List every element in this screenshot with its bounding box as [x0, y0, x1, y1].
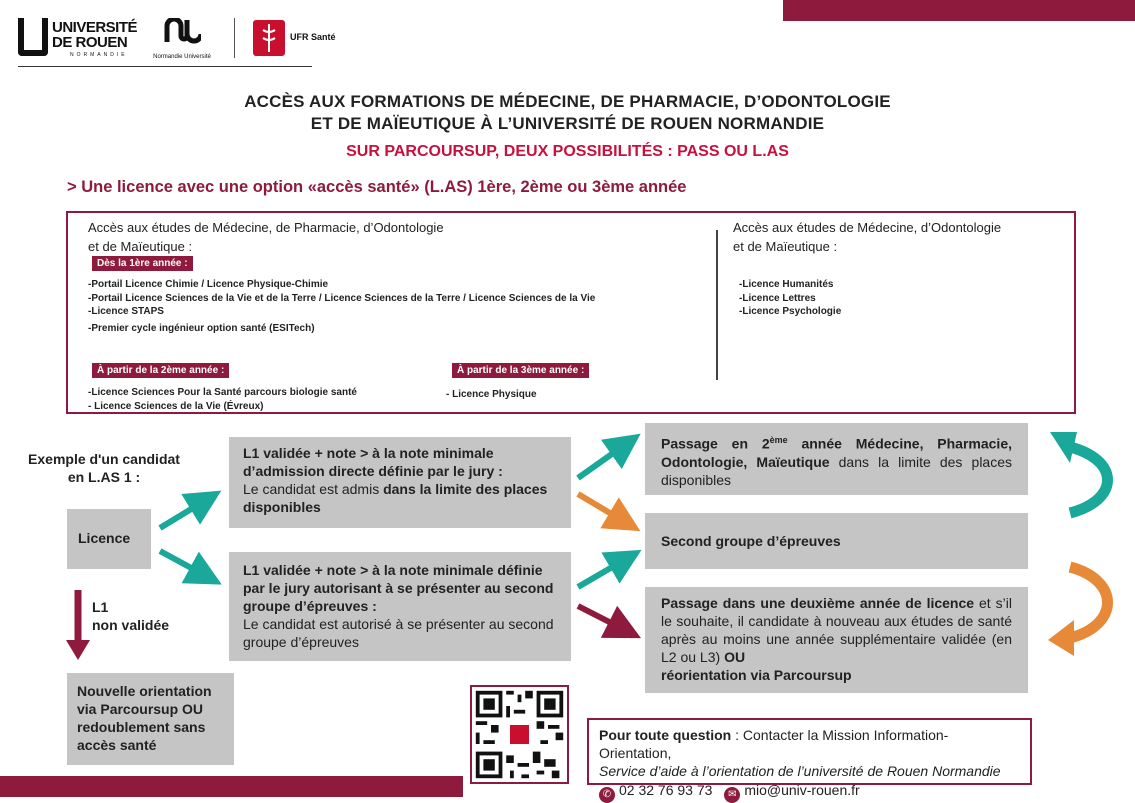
arrow-to-direct — [160, 500, 206, 528]
arrow-to-second — [160, 551, 206, 576]
curved-arrow-orange — [1070, 567, 1108, 638]
email-icon: ✉ — [724, 787, 740, 803]
subtitle: SUR PARCOURSUP, DEUX POSSIBILITÉS : PASS OU L.AS — [346, 143, 789, 160]
ufr-sante-label: UFR Santé — [290, 32, 336, 42]
arrow-orange-to-second-groupe — [578, 494, 625, 522]
contact-label: Pour toute question — [599, 727, 732, 743]
university-logo: UNIVERSITÉ DE ROUEN NORMANDIE — [18, 18, 133, 58]
qr-code[interactable] — [470, 685, 569, 784]
contact-box: Pour toute question : Contacter la Mission Information-Orientation, Service d’aide à l’orientation de l’université de Rouen Normandie ✆ 02 32 76 93 73 ✉ mio@univ-rouen.fr — [587, 718, 1032, 785]
contact-phone[interactable]: 02 32 76 93 73 — [619, 782, 713, 798]
deuxieme-annee-licence-box: Passage dans une deuxième année de licence et s’il le souhaite, il candidate à nouveau aux études de santé après au moins une année supplémentaire validée (en L2 ou L3) OU réorientation via Parcoursup — [645, 587, 1028, 693]
arrow-to-passage — [578, 444, 626, 478]
licence-box: Licence — [67, 509, 151, 569]
arrow-down-head — [66, 640, 90, 660]
las-heading: > Une licence avec une option «accès santé» (L.AS) 1ère, 2ème ou 3ème année — [67, 178, 687, 196]
left-block-heading: Accès aux études de Médecine, de Pharmacie, d’Odontologie et de Maïeutique : — [88, 220, 444, 254]
title-line-1: ACCÈS AUX FORMATIONS DE MÉDECINE, DE PHARMACIE, D’ODONTOLOGIE — [244, 92, 891, 111]
contact-email[interactable]: mio@univ-rouen.fr — [744, 782, 860, 798]
right-block-heading: Accès aux études de Médecine, d’Odontologie et de Maïeutique : — [733, 220, 1002, 254]
tag-year2: À partir de la 2ème année : — [92, 363, 229, 378]
contact-service: Service d’aide à l’orientation de l’université de Rouen Normandie — [599, 763, 1001, 779]
curved-arrow-teal — [1070, 447, 1108, 513]
curved-arrow-teal-head — [1050, 432, 1077, 463]
second-groupe-eligibility-box: L1 validée + note > à la note minimale définie par le jury autorisant à se présenter au second groupe d’épreuves : Le candidat est autorisé à se présenter au second groupe d’épreuves — [229, 552, 571, 661]
nouvelle-orientation-box: Nouvelle orientation via Parcoursup OU redoublement sans accès santé — [67, 673, 234, 765]
year2-list: -Licence Sciences Pour la Santé parcours biologie santé - Licence Sciences de la Vie (Évreux) — [88, 387, 357, 412]
right-block-list: -Licence Humanités -Licence Lettres -Licence Psychologie — [739, 279, 842, 317]
second-groupe-box: Second groupe d’épreuves — [645, 513, 1028, 569]
example-label: Exemple d'un candidat en L.AS 1 : — [28, 451, 180, 485]
curved-arrow-orange-head — [1048, 620, 1074, 656]
admission-directe-box: L1 validée + note > à la note minimale d’admission directe définie par le jury : Le candidat est admis dans la limite des places disponibles — [229, 437, 571, 528]
arrow-to-second-groupe — [578, 559, 626, 587]
arrow-to-deuxieme-annee — [578, 606, 625, 630]
normandie-universite-logo: Normandie Université — [147, 18, 217, 60]
phone-icon: ✆ — [599, 787, 615, 803]
year3-list: - Licence Physique — [446, 389, 537, 400]
l1-non-validee-label: L1 non validée — [92, 599, 170, 633]
tag-year1: Dès la 1ère année : — [92, 256, 193, 271]
year1-list: -Portail Licence Chimie / Licence Physique-Chimie -Portail Licence Sciences de la Vie et de la Terre / Licence Sciences de la Terre / Licence Sciences de la Vie -Licence STAPS -Premier cycle ingénieur option santé (ESITech) — [88, 279, 596, 334]
tag-year3: À partir de la 3ème année : — [452, 363, 589, 378]
title-line-2: ET DE MAÏEUTIQUE À L’UNIVERSITÉ DE ROUEN NORMANDIE — [310, 114, 825, 133]
passage-2eme-annee-box: Passage en 2ème année Médecine, Pharmacie, Odontologie, Maïeutique dans la limite des places disponibles — [645, 423, 1028, 495]
